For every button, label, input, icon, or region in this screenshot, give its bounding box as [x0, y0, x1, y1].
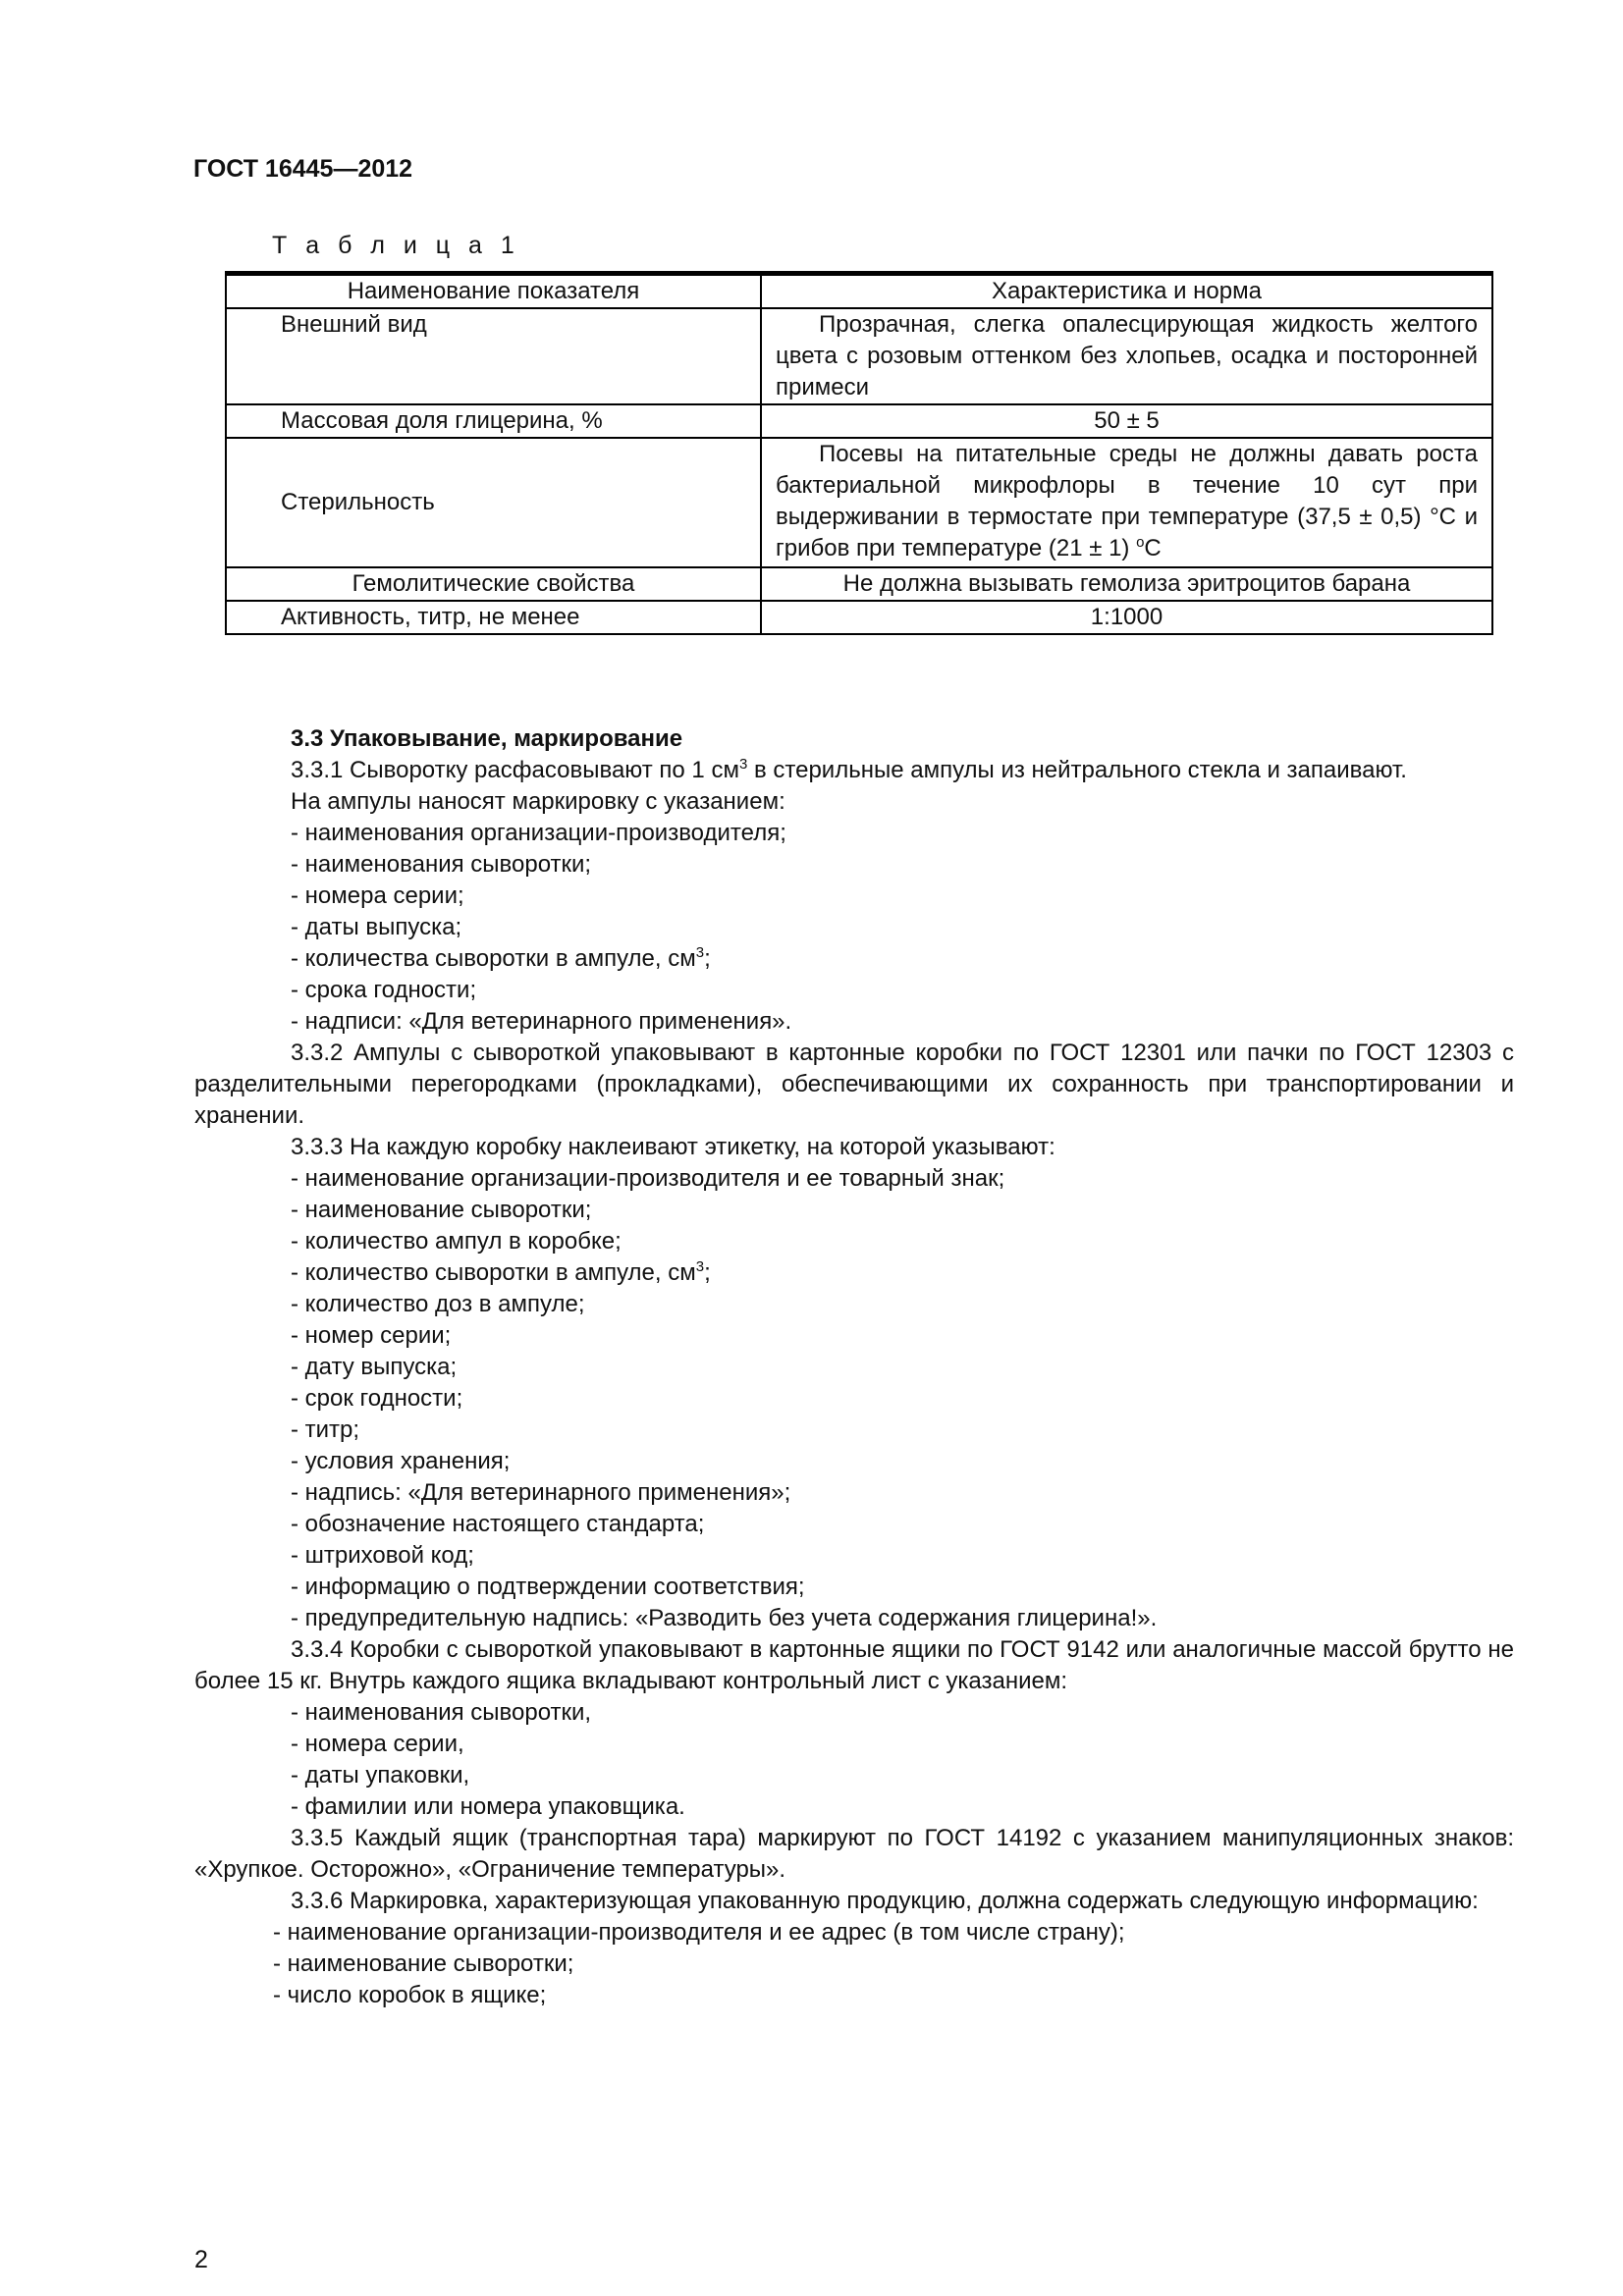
text: - фамилии или номера упаковщика. [291, 1793, 685, 1820]
list-item [194, 1540, 1514, 1572]
list-item [194, 1132, 1514, 1163]
list-item [194, 881, 1514, 912]
text: - даты упаковки, [291, 1762, 470, 1789]
text: - номера серии; [291, 882, 464, 909]
section-heading [194, 723, 1514, 755]
text: 3.3.3 На каждую коробку наклеивают этикетку, на которой указывают: [291, 1134, 1055, 1160]
text: в стерильные ампулы из нейтрального стекла и запаивают. [747, 757, 1407, 783]
list-item [194, 1760, 1514, 1791]
list-item [194, 1226, 1514, 1257]
list-item [194, 975, 1514, 1006]
text: - наименование сыворотки; [291, 1197, 592, 1223]
column-header: Наименование показателя [226, 274, 761, 309]
page-number: 2 [194, 2246, 208, 2273]
list-item [194, 849, 1514, 881]
indicator-name: Активность, титр, не менее [226, 601, 761, 634]
list-item [194, 786, 1514, 818]
text: - наименования сыворотки, [291, 1699, 592, 1726]
text: 3.3.6 Маркировка, характеризующая упакованную продукцию, должна содержать следующую информацию: [291, 1888, 1479, 1914]
table-row [226, 438, 1492, 567]
superscript: 3 [738, 756, 748, 773]
list-item [194, 1729, 1514, 1760]
text: - срок годности; [291, 1385, 463, 1412]
text: - титр; [291, 1416, 360, 1443]
text: - предупредительную надпись: «Разводить без учета содержания глицерина!». [291, 1605, 1158, 1631]
list-item [194, 1509, 1514, 1540]
text: ; [704, 945, 711, 972]
indicator-name: Гемолитические свойства [226, 567, 761, 601]
paragraph [194, 755, 1514, 786]
list-item [194, 818, 1514, 849]
text: - даты выпуска; [291, 914, 462, 940]
list-item [194, 1415, 1514, 1446]
text: 3.3.4 Коробки с сывороткой упаковывают в картонные ящики по ГОСТ 9142 или аналогичные массой брутто не более 15 кг. Внутрь каждого ящика вкладывают контрольный лист с указанием: [194, 1636, 1514, 1694]
column-header: Характеристика и норма [761, 274, 1492, 309]
text: - номера серии, [291, 1731, 464, 1757]
list-item [194, 1257, 1514, 1289]
indicator-name: Массовая доля глицерина, % [226, 404, 761, 438]
text: - наименования организации-производителя; [291, 820, 786, 846]
text: 3.3.5 Каждый ящик (транспортная тара) маркируют по ГОСТ 14192 с указанием манипуляционных знаков: «Хрупкое. Осторожно», «Ограничение температуры». [194, 1825, 1514, 1883]
value-text: Посевы на питательные среды не должны давать роста бактериальной микрофлоры в течение 10 сут при выдерживании в термостате при температуре (37,5 ± 0,5) °С и грибов при температуре (21 ± 1) [776, 441, 1478, 561]
table-header-row [226, 274, 1492, 309]
table-row [226, 308, 1492, 404]
text: - наименования сыворотки; [291, 851, 592, 878]
list-item [194, 1289, 1514, 1320]
indicator-value: Прозрачная, слегка опалесцирующая жидкость желтого цвета с розовым оттенком без хлопьев, осадка и посторонней примеси [761, 308, 1492, 404]
text: - количество ампул в коробке; [291, 1228, 622, 1255]
text: - количество доз в ампуле; [291, 1291, 585, 1317]
text: - наименование организации-производителя и ее адрес (в том числе страну); [273, 1919, 1125, 1946]
indicator-value: 1:1000 [761, 601, 1492, 634]
indicator-value [761, 438, 1492, 567]
paragraph [194, 1634, 1514, 1697]
list-item [194, 1980, 1514, 2011]
text: - условия хранения; [291, 1448, 511, 1474]
text: На ампулы наносят маркировку с указанием: [291, 788, 785, 815]
indicator-value: Не должна вызывать гемолиза эритроцитов барана [761, 567, 1492, 601]
text: - информацию о подтверждении соответствия; [291, 1574, 805, 1600]
list-item [194, 1446, 1514, 1477]
text: - надписи: «Для ветеринарного применения». [291, 1008, 792, 1035]
characteristics-table [225, 271, 1493, 635]
list-item [194, 1352, 1514, 1383]
text: - дату выпуска; [291, 1354, 458, 1380]
superscript: 3 [695, 1258, 705, 1275]
paragraph [194, 1886, 1514, 1917]
list-item [194, 1383, 1514, 1415]
text: - надпись: «Для ветеринарного применения»; [291, 1479, 791, 1506]
degree-sup: o [1136, 534, 1145, 551]
table-row [226, 601, 1492, 634]
list-item [194, 1006, 1514, 1038]
table-caption: Т а б л и ц а 1 [272, 232, 520, 259]
list-item [194, 1320, 1514, 1352]
indicator-value: 50 ± 5 [761, 404, 1492, 438]
text: - количество сыворотки в ампуле, см [291, 1259, 696, 1286]
paragraph [194, 1823, 1514, 1886]
table-row [226, 404, 1492, 438]
text: - наименование сыворотки; [273, 1950, 574, 1977]
list-item [194, 1572, 1514, 1603]
list-item [194, 1477, 1514, 1509]
document-header: ГОСТ 16445—2012 [193, 155, 413, 183]
table-row [226, 567, 1492, 601]
paragraph [194, 1038, 1514, 1132]
text: - количества сыворотки в ампуле, см [291, 945, 696, 972]
text: - наименование организации-производителя и ее товарный знак; [291, 1165, 1005, 1192]
text: - срока годности; [291, 977, 477, 1003]
list-item [194, 1697, 1514, 1729]
list-item [194, 943, 1514, 975]
text: 3.3.1 Сыворотку расфасовывают по 1 см [291, 757, 739, 783]
text: - число коробок в ящике; [273, 1982, 547, 2008]
indicator-name: Стерильность [226, 438, 761, 567]
text: ; [704, 1259, 711, 1286]
document-body [194, 723, 1514, 2011]
text: - штриховой код; [291, 1542, 474, 1569]
list-item [194, 1163, 1514, 1195]
text: 3.3.2 Ампулы с сывороткой упаковывают в картонные коробки по ГОСТ 12301 или пачки по ГОСТ 12303 с разделительными перегородками (прокладками), обеспечивающими их сохранность при транспортировании и хранении. [194, 1040, 1514, 1129]
list-item [194, 1949, 1514, 1980]
list-item [194, 1917, 1514, 1949]
indicator-name: Внешний вид [226, 308, 761, 404]
list-item [194, 912, 1514, 943]
text: - обозначение настоящего стандарта; [291, 1511, 705, 1537]
list-item [194, 1603, 1514, 1634]
list-item [194, 1195, 1514, 1226]
text: - номер серии; [291, 1322, 452, 1349]
superscript: 3 [695, 944, 705, 961]
text: 3.3 Упаковывание, маркирование [291, 725, 683, 752]
list-item [194, 1791, 1514, 1823]
value-unit: С [1144, 535, 1162, 561]
